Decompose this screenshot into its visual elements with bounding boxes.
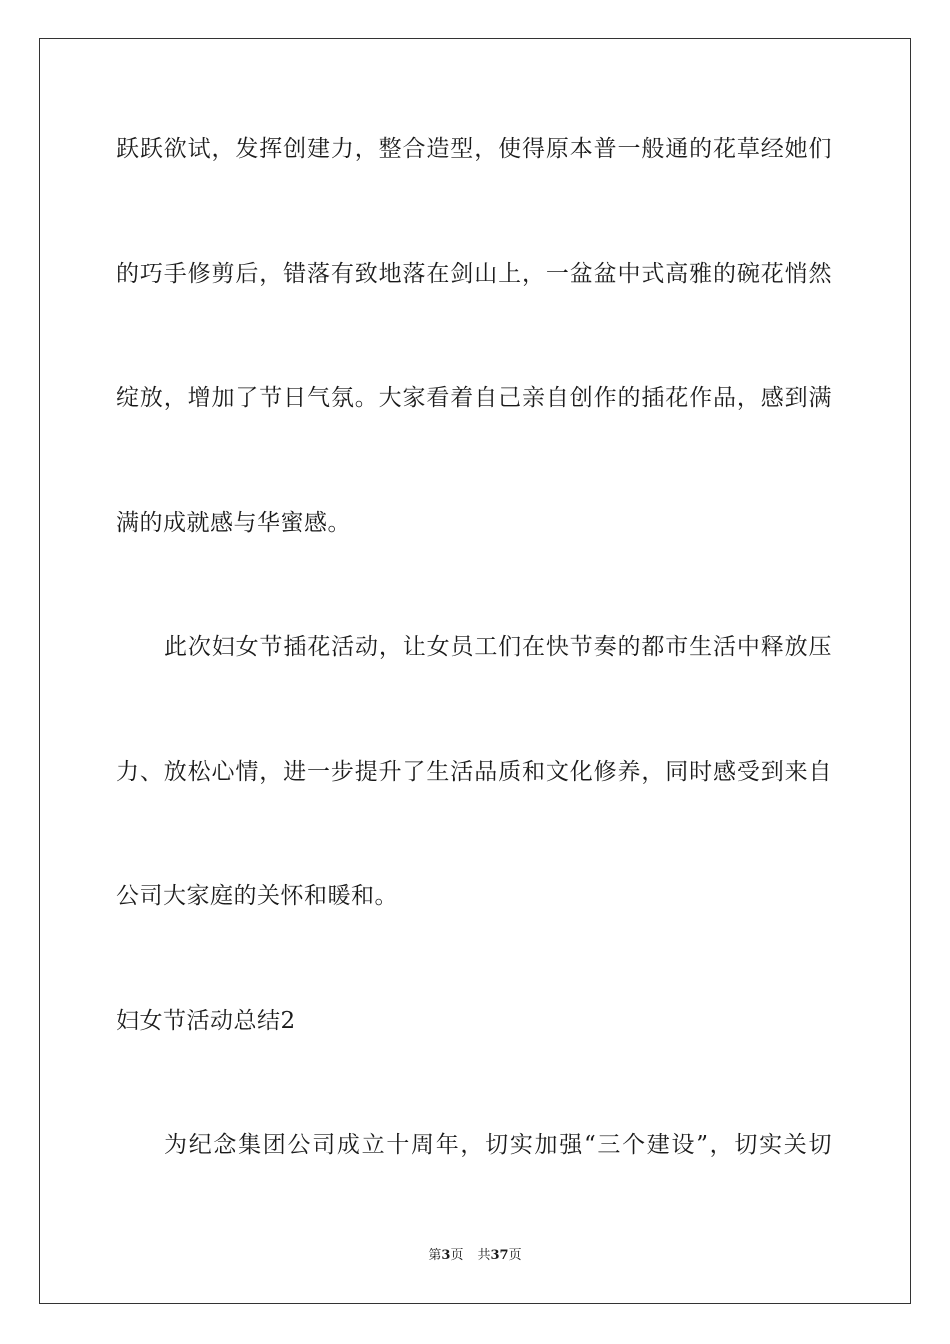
body-line-1: 跃跃欲试，发挥创建力，整合造型，使得原本普一般通的花草经她们 xyxy=(116,136,832,162)
page-number: 3 xyxy=(441,1248,451,1263)
body-line-2: 的巧手修剪后，错落有致地落在剑山上，一盆盆中式高雅的碗花悄然 xyxy=(116,261,832,287)
page-border xyxy=(39,38,911,1304)
page-footer xyxy=(0,1247,950,1265)
page-suffix: 页 xyxy=(450,1248,464,1263)
body-line-4: 满的成就感与华蜜感。 xyxy=(116,510,351,536)
body-line-7: 公司大家庭的关怀和暖和。 xyxy=(116,883,398,909)
body-line-6: 力、放松心情，进一步提升了生活品质和文化修养，同时感受到来自 xyxy=(116,759,832,785)
paragraph-start-line: 此次妇女节插花活动，让女员工们在快节奏的都市生活中释放压 xyxy=(164,634,832,660)
total-prefix: 共 xyxy=(477,1248,491,1263)
page-prefix: 第 xyxy=(428,1248,442,1263)
section-heading: 妇女节活动总结2 xyxy=(116,1008,296,1034)
paragraph-start-line-2: 为纪念集团公司成立十周年，切实加强“三个建设”，切实关切 xyxy=(164,1132,832,1158)
total-suffix: 页 xyxy=(508,1248,522,1263)
body-line-3: 绽放，增加了节日气氛。大家看着自己亲自创作的插花作品，感到满 xyxy=(116,385,832,411)
total-pages: 37 xyxy=(490,1248,509,1263)
